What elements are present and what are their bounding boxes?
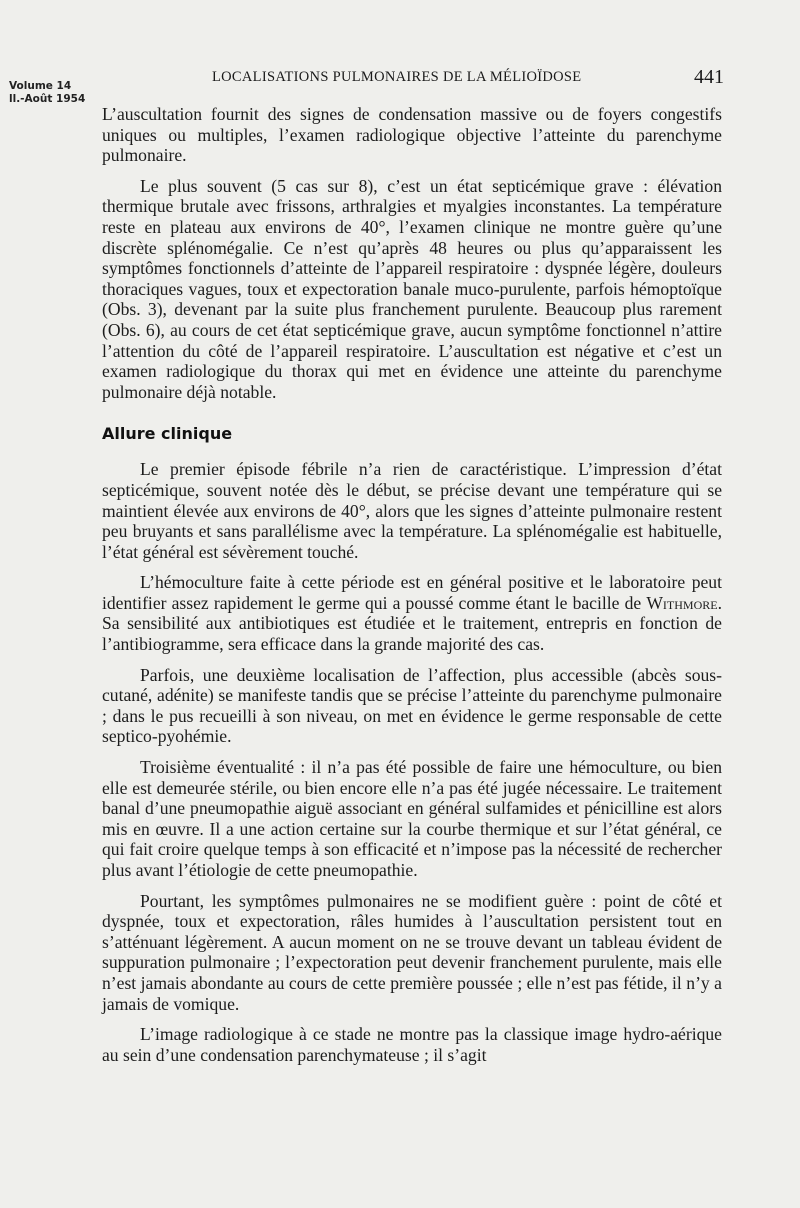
author-name: Withmore	[646, 592, 718, 613]
margin-note	[9, 80, 85, 106]
section-title: Allure clinique	[102, 424, 233, 444]
margin-note-volume: Volume 14	[9, 80, 72, 92]
page-number: 441	[694, 66, 724, 88]
running-title: LOCALISATIONS PULMONAIRES DE LA MÉLIOÏDOSE	[212, 69, 582, 85]
paragraph-4-text-b: . Sa sensibilité aux antibiotiques est étudiée et le traitement, entrepris en fonction de l’antibiogramme, sera efficace dans la grande majorité des cas.	[102, 592, 722, 655]
paragraph-1: L’auscultation fournit des signes de condensation massive ou de foyers congestifs uniques ou multiples, l’examen radiologique objective l’atteinte du parenchyme pulmonaire.	[102, 104, 722, 166]
main-text	[102, 104, 722, 1065]
paragraph-7: Pourtant, les symptômes pulmonaires ne se modifient guère : point de côté et dyspnée, toux et expectoration, râles humides à l’auscultation persistent tout en s’atténuant légèrement. A aucun moment on ne se trouve devant un tableau évident de suppuration pulmonaire ; l’expectoration peut devenir franchement purulente, mais elle n’est jamais abondante au cours de cette première poussée ; elle n’est pas fétide, il n’y a jamais de vomique.	[102, 890, 722, 1014]
paragraph-8: L’image radiologique à ce stade ne montre pas la classique image hydro-aérique au sein d’une condensation parenchymateuse ; il s’agit	[102, 1024, 722, 1065]
paragraph-4-text-a: L’hémoculture faite à cette période est en général positive et le laboratoire peut identifier assez rapidement le germe qui a poussé comme étant le bacille de	[102, 572, 722, 613]
paragraph-5: Parfois, une deuxième localisation de l’affection, plus accessible (abcès sous-cutané, adénite) se manifeste tandis que se précise l’atteinte du parenchyme pulmonaire ; dans le pus recueilli à son niveau, on met en évidence le germe responsable de cette septico-pyohémie.	[102, 664, 722, 747]
paragraph-3: Le premier épisode fébrile n’a rien de caractéristique. L’impression d’état septicémique, souvent notée dès le début, se précise devant une température qui se maintient élevée aux environs de 40°, alors que les signes d’atteinte pulmonaire restent peu bruyants et sans parallélisme avec la température. La splénomégalie est habituelle, l’état général est sévèrement touché.	[102, 459, 722, 562]
margin-note-date: ll.-Août 1954	[9, 93, 86, 105]
paragraph-6: Troisième éventualité : il n’a pas été possible de faire une hémoculture, ou bien elle est demeurée stérile, ou bien encore elle n’a pas été jugée nécessaire. Le traitement banal d’une pneumopathie aiguë associant en général sulfamides et pénicilline est alors mis en œuvre. Il a une action certaine sur la courbe thermique et sur l’état général, ce qui fait croire quelque temps à son efficacité et n’impose pas la nécessité de rechercher plus avant l’étiologie de cette pneumopathie.	[102, 757, 722, 880]
paragraph-4	[102, 572, 722, 654]
paragraph-2: Le plus souvent (5 cas sur 8), c’est un état septicémique grave : élévation thermique brutale avec frissons, arthralgies et myalgies inconstantes. La température reste en plateau aux environs de 40°, l’examen clinique ne montre guère qu’une discrète splénomégalie. Ce n’est qu’après 48 heures ou plus qu’apparaissent les symptômes fonctionnels d’atteinte de l’appareil respiratoire : dyspnée légère, douleurs thoraciques vagues, toux et expectoration banale muco-purulente, parfois hémoptoïque (Obs. 3), devenant par la suite plus franchement purulente. Beaucoup plus rarement (Obs. 6), au cours de cet état septicémique grave, aucun symptôme fonctionnel n’attire l’attention du côté de l’appareil respiratoire. L’auscultation est négative et c’est un examen radiologique du thorax qui met en évidence une atteinte du parenchyme pulmonaire déjà notable.	[102, 175, 722, 402]
